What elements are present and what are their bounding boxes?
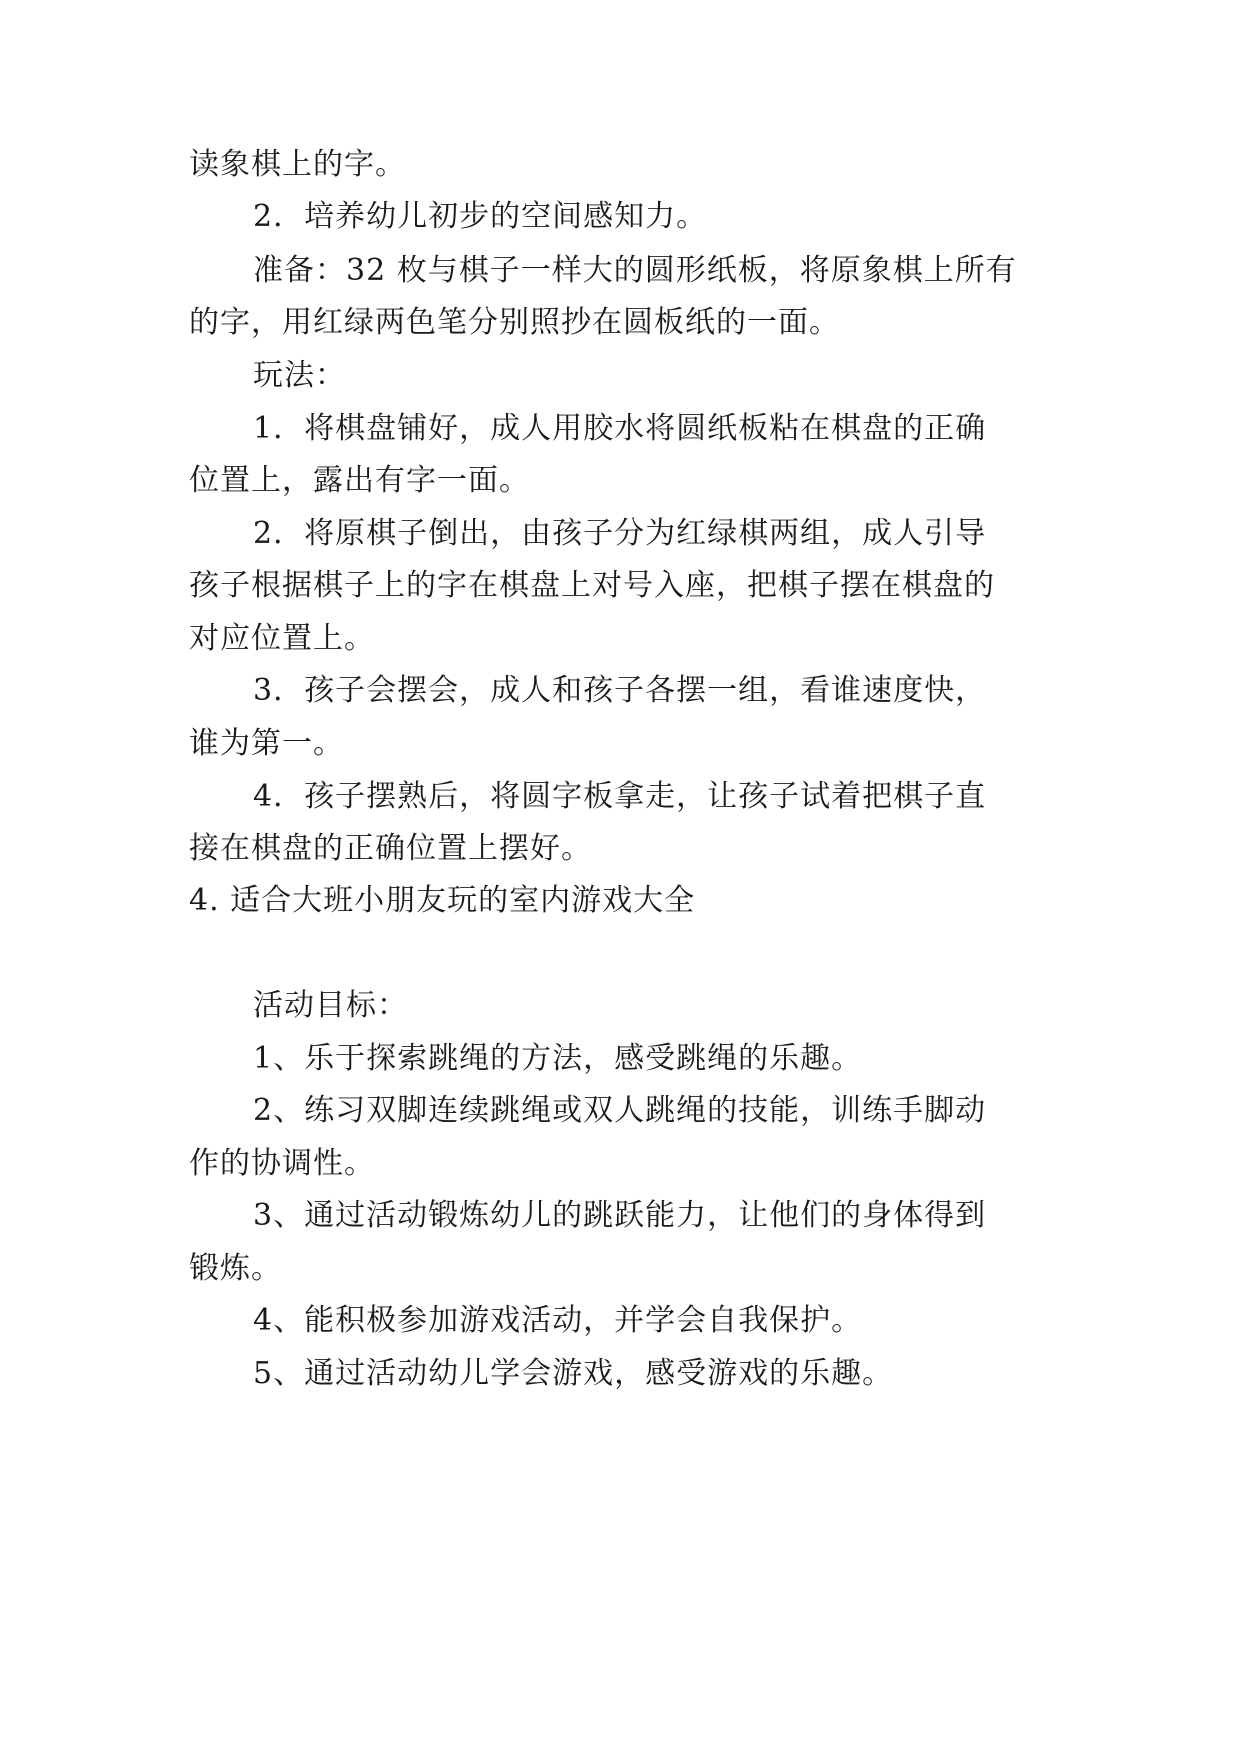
text-line: 2．培养幼儿初步的空间感知力。 [253, 199, 708, 234]
text-line: 谁为第一。 [189, 726, 344, 761]
text-line: 4．孩子摆熟后，将圆字板拿走，让孩子试着把棋子直 [253, 779, 987, 814]
list-item: 2、练习双脚连续跳绳或双人跳绳的技能，训练手脚动 [253, 1093, 987, 1128]
list-item: 3、通过活动锻炼幼儿的跳跃能力，让他们的身体得到 [253, 1198, 987, 1233]
list-item: 1、乐于探索跳绳的方法，感受跳绳的乐趣。 [253, 1041, 863, 1076]
text-line: 孩子根据棋子上的字在棋盘上对号入座，把棋子摆在棋盘的 [189, 568, 995, 603]
text-line: 锻炼。 [189, 1251, 282, 1286]
text-line: 2．将原棋子倒出，由孩子分为红绿棋两组，成人引导 [253, 516, 987, 551]
text-line: 的字，用红绿两色笔分别照抄在圆板纸的一面。 [189, 305, 840, 340]
text-line: 1．将棋盘铺好，成人用胶水将圆纸板粘在棋盘的正确 [253, 411, 987, 446]
text-line: 位置上，露出有字一面。 [189, 463, 530, 498]
text-line: 3．孩子会摆会，成人和孩子各摆一组，看谁速度快， [253, 673, 987, 708]
list-item: 5、通过活动幼儿学会游戏，感受游戏的乐趣。 [253, 1356, 894, 1391]
section-heading: 4. 适合大班小朋友玩的室内游戏大全 [189, 883, 696, 918]
list-item: 4、能积极参加游戏活动，并学会自我保护。 [253, 1303, 863, 1338]
text-line: 准备：32 枚与棋子一样大的圆形纸板，将原象棋上所有 [253, 253, 1017, 288]
text-line: 玩法： [253, 358, 346, 393]
text-line: 对应位置上。 [189, 621, 375, 656]
text-line: 作的协调性。 [189, 1146, 375, 1181]
text-line: 接在棋盘的正确位置上摆好。 [189, 831, 592, 866]
text-line: 活动目标： [253, 988, 408, 1023]
text-line: 读象棋上的字。 [189, 147, 406, 182]
